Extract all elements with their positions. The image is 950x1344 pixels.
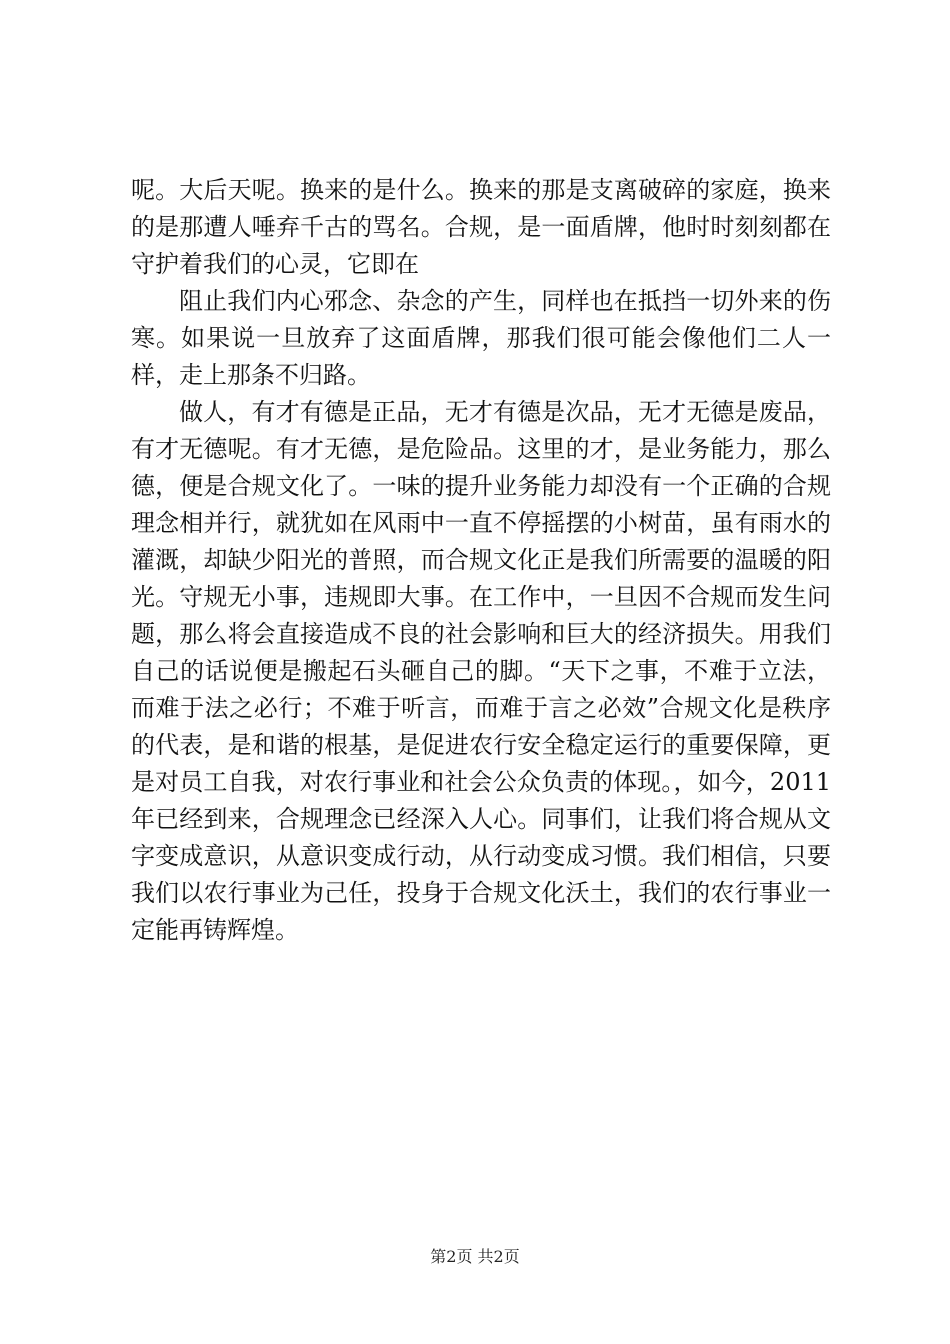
paragraph-1: 呢。大后天呢。换来的是什么。换来的那是支离破碎的家庭，换来的是那遭人唾弃千古的骂名。合规，是一面盾牌，他时时刻刻都在守护着我们的心灵，它即在 <box>131 176 831 278</box>
paragraph-3: 做人，有才有德是正品，无才有德是次品，无才无德是废品，有才无德呢。有才无德，是危险品。这里的才，是业务能力，那么德，便是合规文化了。一味的提升业务能力却没有一个正确的合规理念相并行，就犹如在风雨中一直不停摇摆的小树苗，虽有雨水的灌溉，却缺少阳光的普照，而合规文化正是我们所需要的温暖的阳光。守规无小事，违规即大事。在工作中，一旦因不合规而发生问题，那么将会直接造成不良的社会影响和巨大的经济损失。用我们自己的话说便是搬起石头砸自己的脚。“天下之事，不难于立法，而难于法之必行；不难于听言，而难于言之必效”合规文化是秩序的代表，是和谐的根基，是促进农行安全稳定运行的重要保障，更是对员工自我，对农行事业和社会公众负责的体现。，如今，2011年已经到来，合规理念已经深入人心。同事们，让我们将合规从文字变成意识，从意识变成行动，从行动变成习惯。我们相信，只要我们以农行事业为己任，投身于合规文化沃土，我们的农行事业一定能再铸辉煌。 <box>131 398 831 944</box>
page-number-label: 第2页 共2页 <box>430 1247 520 1266</box>
page-footer <box>0 1244 950 1267</box>
paragraph-2: 阻止我们内心邪念、杂念的产生，同样也在抵挡一切外来的伤寒。如果说一旦放弃了这面盾牌，那我们很可能会像他们二人一样，走上那条不归路。 <box>131 287 831 389</box>
document-body <box>131 172 831 949</box>
